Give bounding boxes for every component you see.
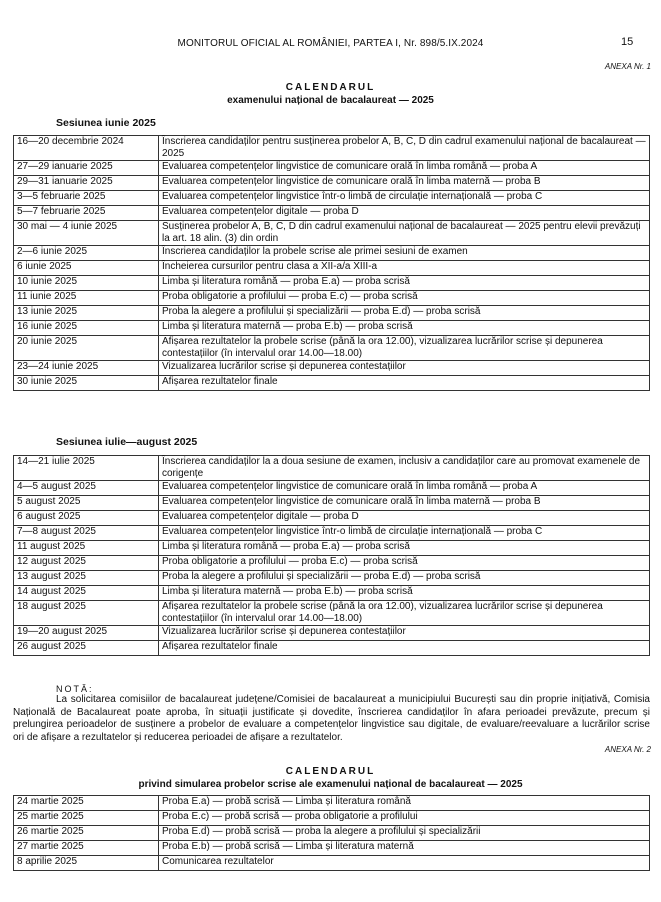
table-row	[14, 811, 650, 826]
table-row	[14, 136, 650, 161]
date-cell: 11 august 2025	[14, 541, 159, 556]
date-cell: 12 august 2025	[14, 556, 159, 571]
session-june-heading: Sesiunea iunie 2025	[56, 117, 156, 129]
activity-cell: Înscrierea candidaților la a doua sesiune de examen, inclusiv a candidaților care au promovat examenele de corigențe	[159, 456, 650, 481]
activity-cell: Încheierea cursurilor pentru clasa a XII-a/a XIII-a	[159, 261, 650, 276]
table-row	[14, 481, 650, 496]
table-row	[14, 571, 650, 586]
table-row	[14, 321, 650, 336]
table-row	[14, 586, 650, 601]
table-row	[14, 856, 650, 871]
table-row	[14, 826, 650, 841]
session-june-table	[13, 135, 650, 391]
date-cell: 19—20 august 2025	[14, 626, 159, 641]
activity-cell: Susținerea probelor A, B, C, D din cadrul examenului național de bacalaureat — 2025 pentru elevii prevăzuți la art. 18 alin. (3) din ordin	[159, 221, 650, 246]
table-row	[14, 221, 650, 246]
table-row	[14, 556, 650, 571]
activity-cell: Evaluarea competențelor lingvistice într-o limbă de circulație internațională — proba C	[159, 526, 650, 541]
table-row	[14, 261, 650, 276]
table-row	[14, 601, 650, 626]
date-cell: 26 martie 2025	[14, 826, 159, 841]
annex-2-title: CALENDARUL	[285, 766, 376, 777]
activity-cell: Afișarea rezultatelor finale	[159, 641, 650, 656]
date-cell: 30 iunie 2025	[14, 376, 159, 391]
date-cell: 6 august 2025	[14, 511, 159, 526]
date-cell: 18 august 2025	[14, 601, 159, 626]
date-cell: 4—5 august 2025	[14, 481, 159, 496]
activity-cell: Vizualizarea lucrărilor scrise și depunerea contestațiilor	[159, 626, 650, 641]
activity-cell: Evaluarea competențelor lingvistice într-o limbă de circulație internațională — proba C	[159, 191, 650, 206]
page-number: 15	[621, 36, 634, 48]
table-row	[14, 376, 650, 391]
date-cell: 14—21 iulie 2025	[14, 456, 159, 481]
annex-1-subtitle: examenului național de bacalaureat — 2025	[227, 95, 434, 106]
date-cell: 25 martie 2025	[14, 811, 159, 826]
date-cell: 3—5 februarie 2025	[14, 191, 159, 206]
session-july-august-heading: Sesiunea iulie—august 2025	[56, 436, 198, 448]
date-cell: 11 iunie 2025	[14, 291, 159, 306]
activity-cell: Limba și literatura română — proba E.a) — proba scrisă	[159, 276, 650, 291]
activity-cell: Afișarea rezultatelor la probele scrise (până la ora 12.00), vizualizarea lucrărilor scrise și depunerea contestațiilor (în intervalul orar 14.00—18.00)	[159, 601, 650, 626]
date-cell: 5 august 2025	[14, 496, 159, 511]
activity-cell: Proba la alegere a profilului și specializării — proba E.d) — proba scrisă	[159, 571, 650, 586]
table-row	[14, 191, 650, 206]
note-title: NOTĂ:	[56, 684, 94, 694]
activity-cell: Limba și literatura maternă — proba E.b) — proba scrisă	[159, 321, 650, 336]
activity-cell: Afișarea rezultatelor la probele scrise (până la ora 12.00), vizualizarea lucrărilor scrise și depunerea contestațiilor (în intervalul orar 14.00—18.00)	[159, 336, 650, 361]
date-cell: 13 iunie 2025	[14, 306, 159, 321]
activity-cell: Limba și literatura maternă — proba E.b) — proba scrisă	[159, 586, 650, 601]
table-row	[14, 526, 650, 541]
date-cell: 5—7 februarie 2025	[14, 206, 159, 221]
date-cell: 10 iunie 2025	[14, 276, 159, 291]
activity-cell: Proba obligatorie a profilului — proba E.c) — proba scrisă	[159, 291, 650, 306]
activity-cell: Evaluarea competențelor lingvistice de comunicare orală în limba maternă — proba B	[159, 496, 650, 511]
simulation-table	[13, 795, 650, 871]
table-row	[14, 626, 650, 641]
table-row	[14, 456, 650, 481]
activity-cell: Evaluarea competențelor lingvistice de comunicare orală în limba română — proba A	[159, 481, 650, 496]
activity-cell: Evaluarea competențelor lingvistice de comunicare orală în limba română — proba A	[159, 161, 650, 176]
date-cell: 7—8 august 2025	[14, 526, 159, 541]
date-cell: 14 august 2025	[14, 586, 159, 601]
date-cell: 13 august 2025	[14, 571, 159, 586]
table-row	[14, 361, 650, 376]
annex-2-label: ANEXA Nr. 2	[604, 745, 651, 754]
date-cell: 2—6 iunie 2025	[14, 246, 159, 261]
activity-cell: Proba E.b) — probă scrisă — Limba și literatura maternă	[159, 841, 650, 856]
session-july-august-table	[13, 455, 650, 656]
date-cell: 27—29 ianuarie 2025	[14, 161, 159, 176]
date-cell: 30 mai — 4 iunie 2025	[14, 221, 159, 246]
table-row	[14, 541, 650, 556]
annex-2-subtitle: privind simularea probelor scrise ale examenului național de bacalaureat — 2025	[138, 779, 523, 790]
table-row	[14, 796, 650, 811]
activity-cell: Limba și literatura română — proba E.a) — proba scrisă	[159, 541, 650, 556]
table-row	[14, 306, 650, 321]
date-cell: 24 martie 2025	[14, 796, 159, 811]
table-row	[14, 336, 650, 361]
date-cell: 29—31 ianuarie 2025	[14, 176, 159, 191]
annex-1-label: ANEXA Nr. 1	[604, 62, 651, 71]
table-row	[14, 291, 650, 306]
note-text: La solicitarea comisiilor de bacalaureat județene/Comisiei de bacalaureat a municipiului București sau din proprie inițiativă, Comisia Națională de Bacalaureat poate aproba, în situații justificate și dovedite, înscrierea candidaților în afara perioadei prevăzute, precum și prelungirea perioadelor de susținere a probelor de evaluare a competențelor lingvistice sau digitale, de evaluare/reevaluare a lucrărilor scrise ori de afișare a rezultatelor și reducerea perioadei de afișare a rezultatelor.	[13, 694, 650, 743]
date-cell: 23—24 iunie 2025	[14, 361, 159, 376]
activity-cell: Proba E.a) — probă scrisă — Limba și literatura română	[159, 796, 650, 811]
table-row	[14, 641, 650, 656]
activity-cell: Proba la alegere a profilului și specializării — proba E.d) — proba scrisă	[159, 306, 650, 321]
table-row	[14, 161, 650, 176]
table-row	[14, 176, 650, 191]
date-cell: 16 iunie 2025	[14, 321, 159, 336]
activity-cell: Înscrierea candidaților pentru susținerea probelor A, B, C, D din cadrul examenului național de bacalaureat — 2025	[159, 136, 650, 161]
date-cell: 26 august 2025	[14, 641, 159, 656]
annex-1-title: CALENDARUL	[285, 82, 376, 93]
page-header: MONITORUL OFICIAL AL ROMÂNIEI, PARTEA I, Nr. 898/5.IX.2024	[177, 38, 484, 49]
activity-cell: Proba E.c) — probă scrisă — proba obligatorie a profilului	[159, 811, 650, 826]
table-row	[14, 496, 650, 511]
table-row	[14, 511, 650, 526]
activity-cell: Afișarea rezultatelor finale	[159, 376, 650, 391]
activity-cell: Proba E.d) — probă scrisă — proba la alegere a profilului și specializării	[159, 826, 650, 841]
date-cell: 27 martie 2025	[14, 841, 159, 856]
table-row	[14, 246, 650, 261]
table-row	[14, 276, 650, 291]
table-row	[14, 841, 650, 856]
activity-cell: Proba obligatorie a profilului — proba E.c) — proba scrisă	[159, 556, 650, 571]
date-cell: 20 iunie 2025	[14, 336, 159, 361]
activity-cell: Vizualizarea lucrărilor scrise și depunerea contestațiilor	[159, 361, 650, 376]
date-cell: 6 iunie 2025	[14, 261, 159, 276]
activity-cell: Evaluarea competențelor digitale — proba D	[159, 511, 650, 526]
activity-cell: Evaluarea competențelor lingvistice de comunicare orală în limba maternă — proba B	[159, 176, 650, 191]
date-cell: 16—20 decembrie 2024	[14, 136, 159, 161]
activity-cell: Comunicarea rezultatelor	[159, 856, 650, 871]
date-cell: 8 aprilie 2025	[14, 856, 159, 871]
activity-cell: Înscrierea candidaților la probele scrise ale primei sesiuni de examen	[159, 246, 650, 261]
activity-cell: Evaluarea competențelor digitale — proba D	[159, 206, 650, 221]
table-row	[14, 206, 650, 221]
